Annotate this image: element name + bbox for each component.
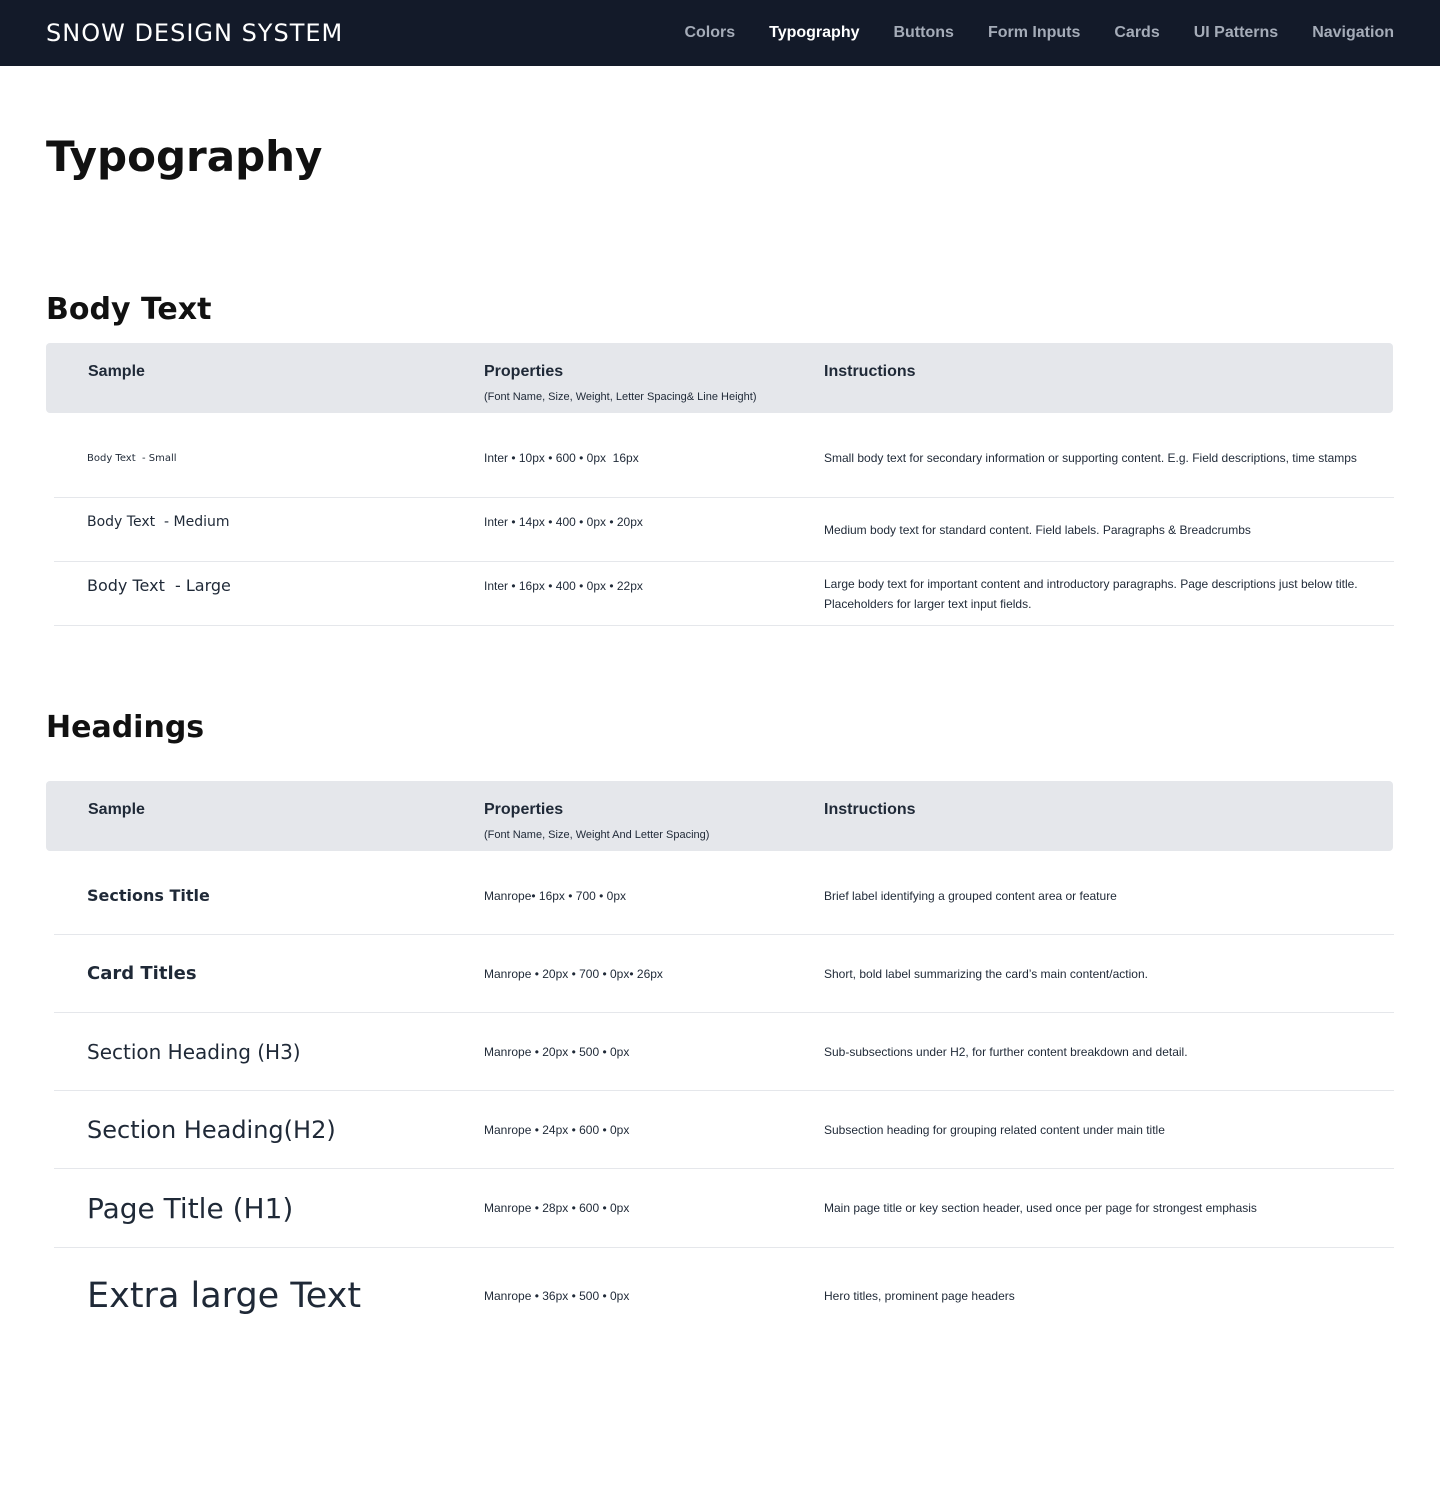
column-header-sample: Sample [88,801,145,818]
sample-text: Card Titles [87,963,197,984]
sample-text: Page Title (H1) [87,1191,294,1225]
table-row [54,1248,1394,1344]
column-header-properties-sub: (Font Name, Size, Weight And Letter Spacing) [484,829,710,841]
properties-text: Manrope • 28px • 600 • 0px [484,1201,630,1215]
table-row [54,1169,1394,1248]
properties-text: Manrope • 24px • 600 • 0px [484,1122,630,1137]
column-header-instructions: Instructions [824,801,916,818]
sample-text: Body Text - Medium [87,513,230,530]
instructions-text: Small body text for secondary information or supporting content. E.g. Field descriptions, time stamps [824,451,1357,465]
column-header-properties-sub: (Font Name, Size, Weight, Letter Spacing& Line Height) [484,391,757,403]
table-row [54,935,1394,1013]
instructions-text: Subsection heading for grouping related content under main title [824,1122,1165,1137]
sample-text: Section Heading (H3) [87,1039,301,1064]
nav-item-typography[interactable]: Typography [769,24,860,41]
properties-text: Manrope • 36px • 500 • 0px [484,1289,630,1303]
properties-text: Manrope• 16px • 700 • 0px [484,888,627,903]
instructions-text: Large body text for important content and introductory paragraphs. Page descriptions just below title. Placeholders for larger text input fields. [824,576,1358,611]
instructions-text: Medium body text for standard content. Field labels. Paragraphs & Breadcrumbs [824,522,1251,537]
table-row [54,419,1394,498]
nav-item-cards[interactable]: Cards [1114,24,1160,41]
properties-text: Manrope • 20px • 500 • 0px [484,1044,630,1059]
headings-section-title: Headings [46,710,205,745]
properties-text: Manrope • 20px • 700 • 0px• 26px [484,966,663,981]
column-header-properties: Properties [484,801,564,818]
table-row [54,498,1394,562]
body-text-section-title: Body Text [46,292,212,327]
sample-text: Sections Title [87,886,210,905]
sample-text: Section Heading(H2) [87,1115,336,1144]
instructions-text: Short, bold label summarizing the card’s main content/action. [824,966,1148,981]
main-nav [684,0,1394,66]
nav-item-buttons[interactable]: Buttons [893,24,954,41]
brand-logo-text[interactable]: SNOW DESIGN SYSTEM [46,19,344,47]
page-title: Typography [46,132,323,181]
headings-table-header [46,781,1393,851]
body-text-table-header [46,343,1393,413]
column-header-sample: Sample [88,363,145,380]
sample-text: Body Text - Large [87,576,231,595]
table-row [54,1091,1394,1169]
nav-item-form-inputs[interactable]: Form Inputs [987,24,1081,41]
column-header-properties: Properties [484,363,564,380]
table-row [54,1013,1394,1091]
table-row [54,562,1394,626]
instructions-text: Brief label identifying a grouped content area or feature [824,888,1117,903]
properties-text: Inter • 10px • 600 • 0px 16px [484,451,639,465]
sample-text: Body Text - Small [87,452,177,464]
nav-item-colors[interactable]: Colors [684,24,736,41]
properties-text: Inter • 14px • 400 • 0px • 20px [484,514,643,529]
instructions-text: Sub-subsections under H2, for further content breakdown and detail. [824,1044,1188,1059]
nav-item-navigation[interactable]: Navigation [1312,24,1394,41]
column-header-instructions: Instructions [824,363,916,380]
nav-item-ui-patterns[interactable]: UI Patterns [1193,24,1279,41]
top-navbar [0,0,1440,66]
sample-text: Extra large Text [87,1276,362,1316]
table-row [54,857,1394,935]
instructions-text: Hero titles, prominent page headers [824,1289,1015,1303]
instructions-text: Main page title or key section header, used once per page for strongest emphasis [824,1201,1257,1215]
properties-text: Inter • 16px • 400 • 0px • 22px [484,578,643,593]
